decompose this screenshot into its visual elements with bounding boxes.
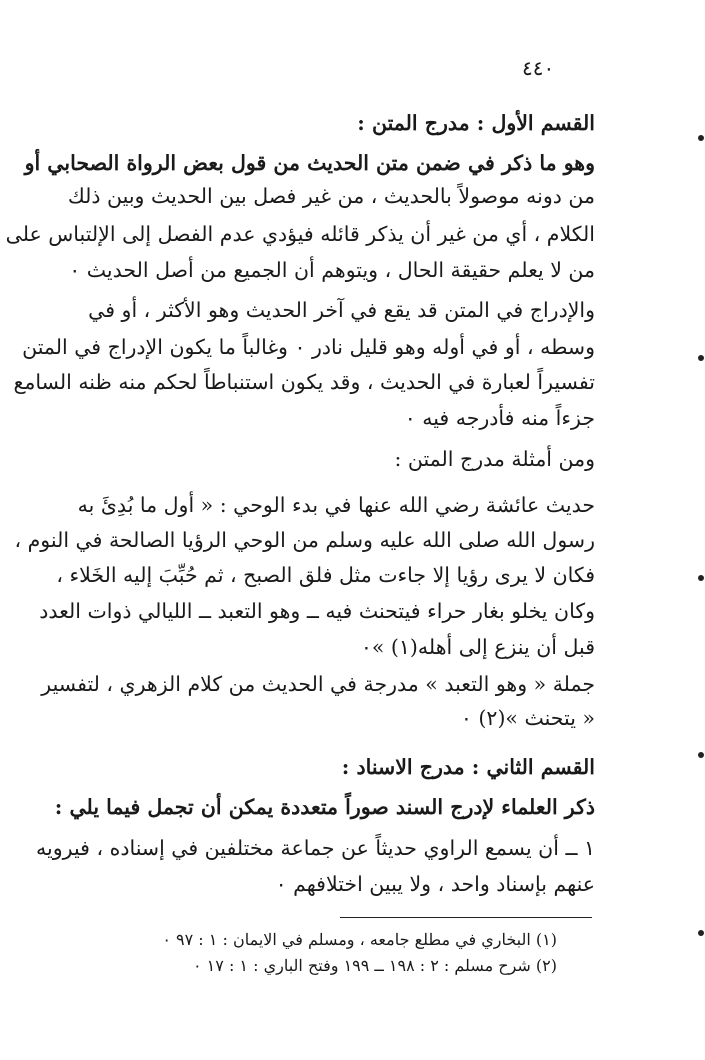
paragraph-line: والإدراج في المتن قد يقع في آخر الحديث وهو الأكثر ، أو في [88,298,595,322]
paragraph-line: فكان لا يرى رؤيا إلا جاءت مثل فلق الصبح ، ثم حُبِّبَ إليه الخَلاء ، [56,563,595,587]
margin-mark [698,752,704,758]
paragraph-line: جزءاً منه فأدرجه فيه ٠ [404,406,595,430]
footnote-2: (٢) شرح مسلم : ٢ : ١٩٨ ــ ١٩٩ وفتح الباري : ١ : ١٧ ٠ [192,956,557,975]
examples-subheading: ومن أمثلة مدرج المتن : [394,447,595,471]
paragraph-line: « يتحنث »(٢) ٠ [460,706,595,730]
paragraph-line: الكلام ، أي من غير أن يذكر قائله فيؤدي عدم الفصل إلى الإلتباس على [5,222,595,246]
paragraph-line: ذكر العلماء لإدرج السند صوراً متعددة يمكن أن تجمل فيما يلي : [54,795,595,819]
paragraph-line: رسول الله صلى الله عليه وسلم من الوحي الرؤيا الصالحة في النوم ، [14,528,595,552]
paragraph-line: من دونه موصولاً بالحديث ، من غير فصل بين الحديث وبين ذلك [67,184,595,208]
paragraph-line: وكان يخلو بغار حراء فيتحنث فيه ــ وهو التعبد ــ الليالي ذوات العدد [39,599,595,623]
paragraph-line: قبل أن ينزع إلى أهله(١) »٠ [360,635,595,659]
footnote-separator [340,917,592,918]
margin-mark [698,355,704,361]
margin-mark [698,575,704,581]
paragraph-line: عنهم بإسناد واحد ، ولا يبين اختلافهم ٠ [275,872,595,896]
section-heading-matn: القسم الأول : مدرج المتن : [357,111,595,135]
paragraph-line: وسطه ، أو في أوله وهو قليل نادر ٠ وغالباً ما يكون الإدراج في المتن [22,335,595,359]
footnote-1: (١) البخاري في مطلع جامعه ، ومسلم في الايمان : ١ : ٩٧ ٠ [162,930,557,949]
paragraph-line: تفسيراً لعبارة في الحديث ، وقد يكون استنباطاً لحكم منه ظنه السامع [13,370,595,394]
paragraph-line: من لا يعلم حقيقة الحال ، ويتوهم أن الجميع من أصل الحديث ٠ [69,258,595,282]
paragraph-line: وهو ما ذكر في ضمن متن الحديث من قول بعض الرواة الصحابي أو [24,151,595,175]
paragraph-line: حديث عائشة رضي الله عنها في بدء الوحي : « أول ما بُدِئَ به [77,493,595,517]
page-number: ٤٤٠ [522,56,555,80]
paragraph-line: جملة « وهو التعبد » مدرجة في الحديث من كلام الزهري ، لتفسير [41,672,595,696]
margin-mark [698,930,704,936]
margin-mark [698,135,704,141]
paragraph-line: ١ ــ أن يسمع الراوي حديثاً عن جماعة مختلفين في إسناده ، فيرويه [36,836,595,860]
section-heading-isnad: القسم الثاني : مدرج الاسناد : [341,755,595,779]
